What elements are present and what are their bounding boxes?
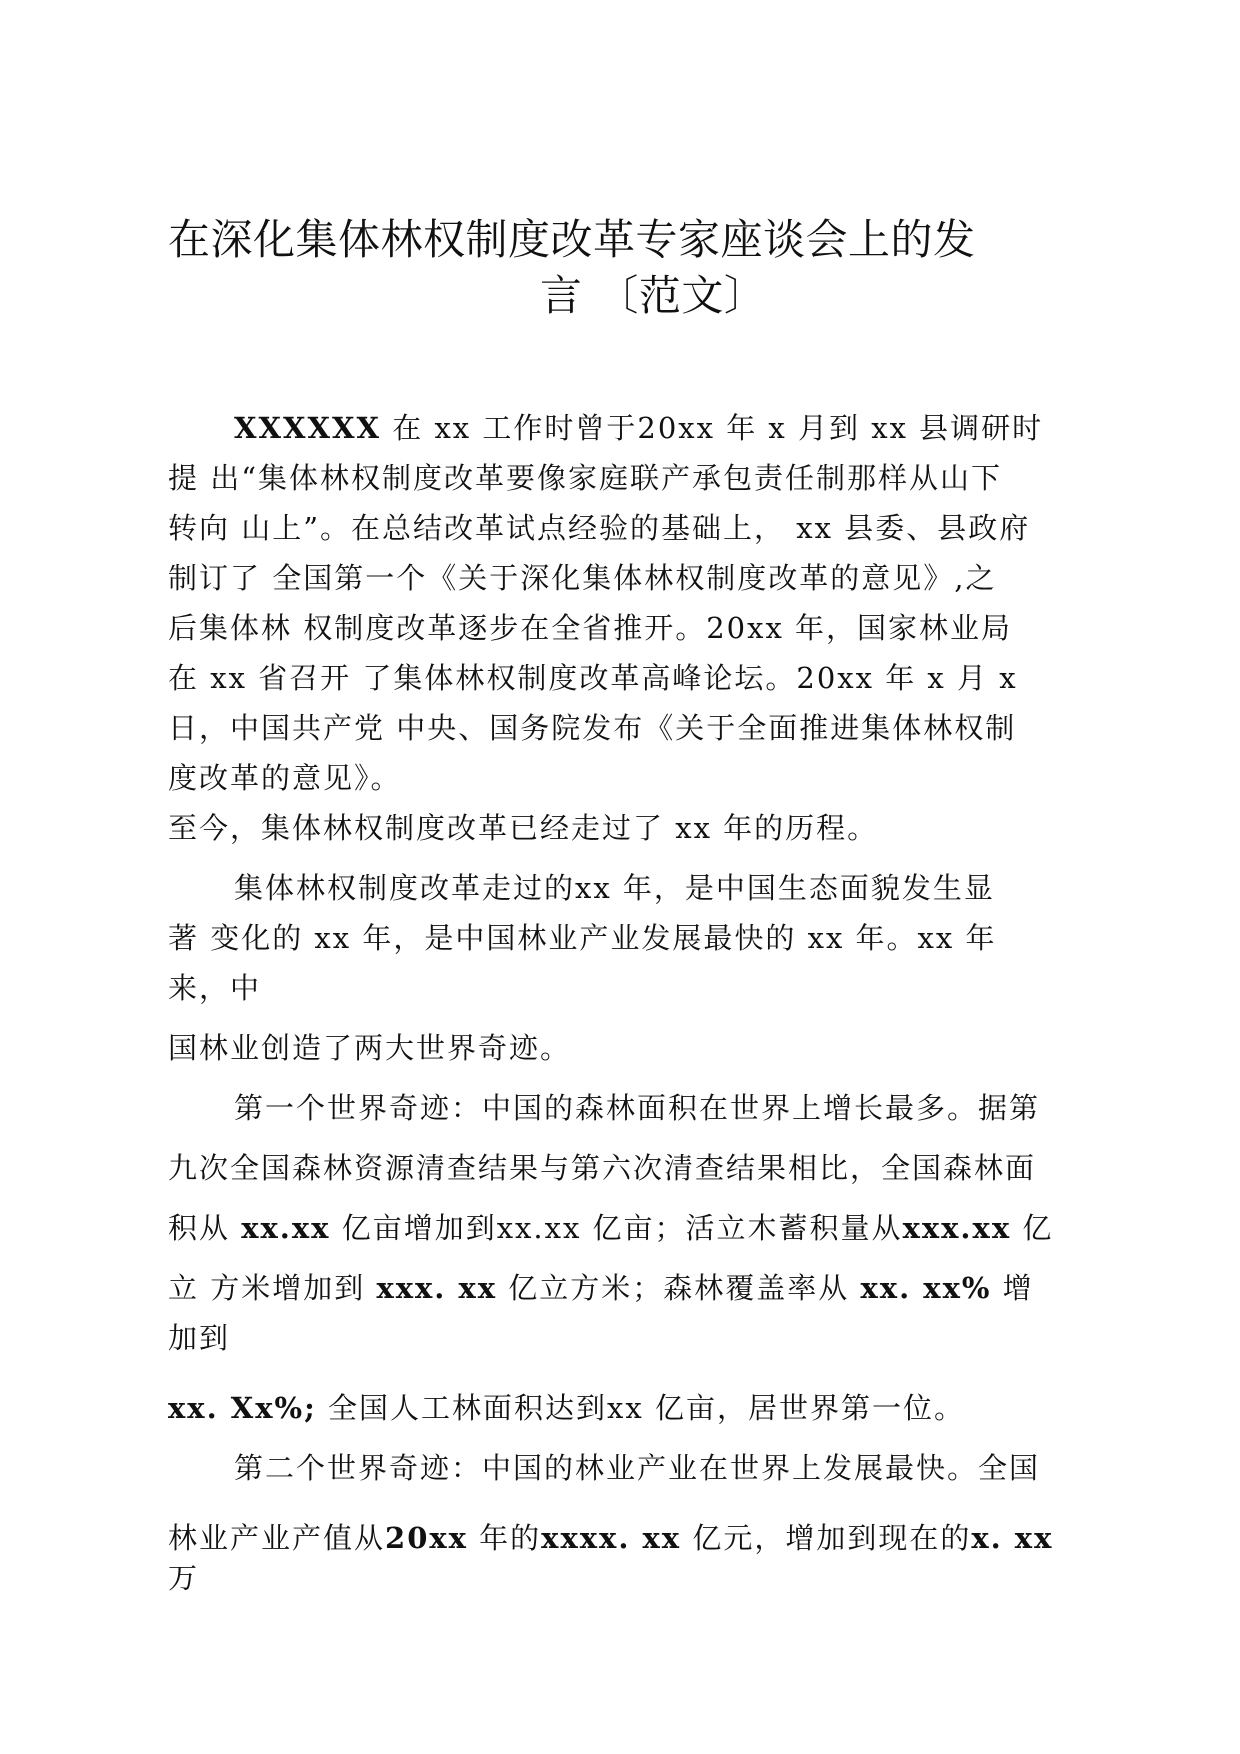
paragraph-1-line-4: 制订了 全国第一个《关于深化集体林权制度改革的意见》,之 [168, 561, 997, 595]
paragraph-4-line-1: 第二个世界奇迹：中国的林业产业在世界上发展最快。全国 [234, 1451, 1041, 1485]
base-year: 20xx [385, 1521, 468, 1555]
paragraph-4-line-2-text-e: 亿元，增加到现在的 [681, 1521, 972, 1555]
forest-coverage-before: xx. xx% [860, 1271, 992, 1305]
paragraph-3-line-3-text-a: 积从 [168, 1211, 242, 1245]
timber-volume-after: xxx. xx [376, 1271, 498, 1305]
paragraph-3-line-4 [168, 1268, 1034, 1308]
paragraph-3-line-4-text-e: 增 [991, 1271, 1034, 1305]
paragraph-3-line-1: 第一个世界奇迹：中国的森林面积在世界上增长最多。据第 [234, 1091, 1041, 1125]
output-value-before: xxxx. xx [541, 1521, 682, 1555]
forest-area-before: xx.xx [241, 1211, 331, 1245]
paragraph-3-line-4-text-c: 亿立方米；森林覆盖率从 [497, 1271, 861, 1305]
output-value-after: x. xx [971, 1521, 1054, 1555]
paragraph-1-line-5: 后集体林 权制度改革逐步在全省推开。20xx 年，国家林业局 [168, 611, 1013, 645]
document-title-line-2: 言 〔范文〕 [540, 271, 767, 320]
paragraph-1-line-1-text: 在 xx 工作时曾于20xx 年 x 月到 xx 县调研时 [381, 411, 1044, 445]
paragraph-1-line-7: 日，中国共产党 中央、国务院发布《关于全面推进集体林权制 [168, 711, 1017, 745]
paragraph-1-line-6: 在 xx 省召开 了集体林权制度改革高峰论坛。20xx 年 x 月 x [168, 661, 1018, 695]
paragraph-3-line-5: 加到 [168, 1321, 231, 1355]
forest-coverage-after: xx. Xx%; [168, 1391, 317, 1425]
paragraph-1-line-3: 转向 山上”。在总结改革试点经验的基础上， xx 县委、县政府 [168, 511, 1031, 545]
paragraph-2-line-1: 集体林权制度改革走过的xx 年，是中国生态面貌发生显 [234, 871, 995, 905]
paragraph-4-line-3: 万 [168, 1561, 200, 1595]
paragraph-3-line-6 [168, 1388, 965, 1428]
paragraph-4-line-2-text-c: 年的 [467, 1521, 542, 1555]
paragraph-4-line-2 [168, 1518, 1053, 1558]
paragraph-2-line-2: 著 变化的 xx 年，是中国林业产业发展最快的 xx 年。xx 年 [168, 921, 997, 955]
timber-volume-before: xxx.xx [902, 1211, 1012, 1245]
paragraph-1-line-9: 至今，集体林权制度改革已经走过了 xx 年的历程。 [168, 811, 879, 845]
paragraph-2-line-4: 国林业创造了两大世界奇迹。 [168, 1031, 572, 1065]
document-title-line-1: 在深化集体林权制度改革专家座谈会上的发 [168, 215, 976, 264]
name-placeholder: XXXXXX [234, 411, 382, 445]
paragraph-3-line-2: 九次全国森林资源清查结果与第六次清查结果相比，全国森林面 [168, 1151, 1037, 1185]
paragraph-4-line-2-text-a: 林业产业产值从 [168, 1521, 386, 1555]
paragraph-3-line-3 [168, 1208, 1053, 1248]
paragraph-3-line-6-text-b: 全国人工林面积达到xx 亿亩，居世界第一位。 [316, 1391, 965, 1425]
paragraph-3-line-3-text-c: 亿亩增加到xx.xx 亿亩；活立木蓄积量从 [330, 1211, 903, 1245]
paragraph-3-line-4-text-a: 立 方米增加到 [168, 1271, 377, 1305]
paragraph-3-line-3-text-e: 亿 [1011, 1211, 1054, 1245]
paragraph-1-line-8: 度改革的意见》。 [168, 761, 402, 795]
paragraph-1-line-2: 提 出“集体林权制度改革要像家庭联产承包责任制那样从山下 [168, 461, 1003, 495]
paragraph-1-line-1 [234, 408, 1043, 448]
paragraph-2-line-3: 来，中 [168, 971, 262, 1005]
